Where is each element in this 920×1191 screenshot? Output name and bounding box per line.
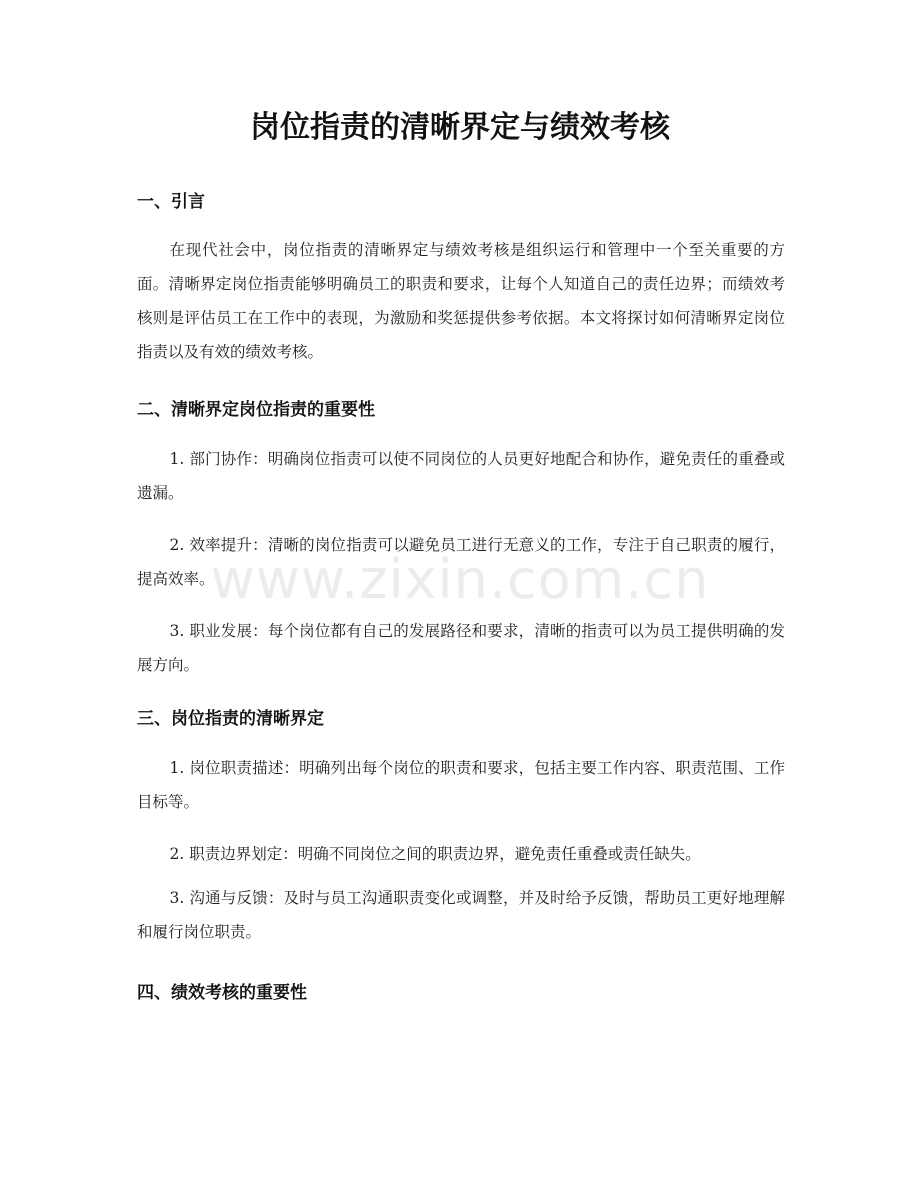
list-item: 2. 职责边界划定：明确不同岗位之间的职责边界，避免责任重叠或责任缺失。 <box>169 845 701 863</box>
watermark: www.zixin.com.cn <box>210 548 710 611</box>
document-title: 岗位指责的清晰界定与绩效考核 <box>250 110 670 145</box>
list-item: 2. 效率提升：清晰的岗位指责可以避免员工进行无意义的工作，专注于自己职责的履行，提高效率。 <box>137 536 785 588</box>
list-item: 1. 岗位职责描述：明确列出每个岗位的职责和要求，包括主要工作内容、职责范围、工作目标等。 <box>137 759 785 811</box>
section-heading-performance: 四、绩效考核的重要性 <box>137 983 307 1003</box>
list-item: 1. 部门协作：明确岗位指责可以使不同岗位的人员更好地配合和协作，避免责任的重叠或遗漏。 <box>137 450 785 502</box>
section-heading-introduction: 一、引言 <box>137 192 205 212</box>
list-item: 3. 职业发展：每个岗位都有自己的发展路径和要求，清晰的指责可以为员工提供明确的发展方向。 <box>137 622 785 674</box>
paragraph: 在现代社会中，岗位指责的清晰界定与绩效考核是组织运行和管理中一个至关重要的方面。清晰界定岗位指责能够明确员工的职责和要求，让每个人知道自己的责任边界；而绩效考核则是评估员工在工作中的表现，为激励和奖惩提供参考依据。本文将探讨如何清晰界定岗位指责以及有效的绩效考核。 <box>137 241 785 361</box>
section-heading-importance: 二、清晰界定岗位指责的重要性 <box>137 400 375 420</box>
section-heading-definition: 三、岗位指责的清晰界定 <box>137 709 324 729</box>
list-item: 3. 沟通与反馈：及时与员工沟通职责变化或调整，并及时给予反馈，帮助员工更好地理解和履行岗位职责。 <box>137 889 785 941</box>
